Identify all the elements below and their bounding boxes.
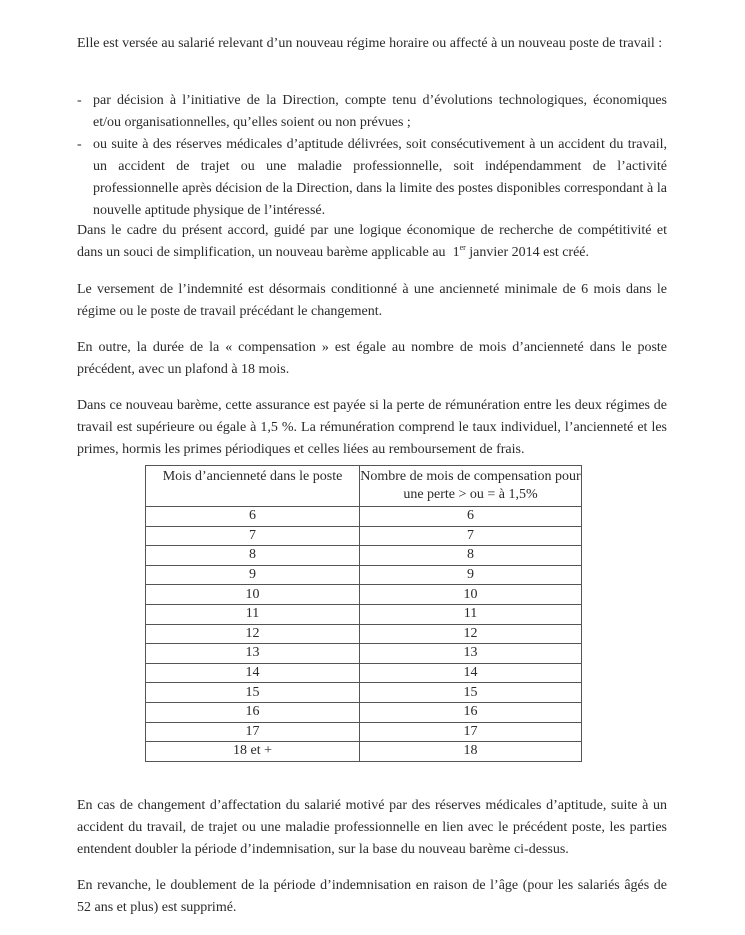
- table-cell: 12: [146, 624, 360, 644]
- table-row: [146, 742, 582, 762]
- table-header-row: [146, 466, 582, 507]
- table-row: [146, 526, 582, 546]
- accord-superscript: er: [459, 243, 466, 252]
- table-cell: 15: [146, 683, 360, 703]
- column-header-compensation: Nombre de mois de compensation pour une perte > ou = à 1,5%: [360, 466, 582, 507]
- table-cell: 17: [360, 722, 582, 742]
- table-cell: 16: [146, 702, 360, 722]
- table-body: [146, 507, 582, 762]
- table-cell: 13: [146, 644, 360, 664]
- list-item-text: par décision à l’initiative de la Direction, compte tenu d’évolutions technologiques, économiques et/ou organisationnelles, qu’elles soient ou non prévues ;: [93, 93, 667, 130]
- table-row: [146, 702, 582, 722]
- table-cell: 6: [146, 507, 360, 527]
- table-cell: 13: [360, 644, 582, 664]
- accord-day: 1: [452, 245, 460, 260]
- table-row: [146, 546, 582, 566]
- table-row: [146, 722, 582, 742]
- bullet-dash: -: [77, 93, 82, 108]
- table-row: [146, 585, 582, 605]
- changement-paragraph: En cas de changement d’affectation du salarié motivé par des réserves médicales d’aptitude, suite à un accident du travail, de trajet ou une maladie professionnelle en lien avec le précédent poste, les parties entendent doubler la période d’indemnisation, sur la base du nouveau barème ci-dessus.: [77, 798, 667, 857]
- accord-paragraph: [77, 220, 667, 264]
- accord-text: Dans le cadre du présent accord, guidé par une logique économique de recherche de compétitivité et dans un souci de simplification, un nouveau barème applicable au: [77, 223, 667, 260]
- table-cell: 9: [360, 565, 582, 585]
- table-cell: 14: [360, 663, 582, 683]
- list-item: [77, 134, 667, 222]
- table-cell: 18 et +: [146, 742, 360, 762]
- table-cell: 12: [360, 624, 582, 644]
- table-row: [146, 644, 582, 664]
- table-row: [146, 663, 582, 683]
- bareme-paragraph: Dans ce nouveau barème, cette assurance est payée si la perte de rémunération entre les deux régimes de travail est supérieure ou égale à 1,5 %. La rémunération comprend le taux individuel, l’ancienneté et les primes, hormis les primes périodiques et celles liées au remboursement de frais.: [77, 398, 667, 457]
- table-row: [146, 565, 582, 585]
- table-cell: 8: [360, 546, 582, 566]
- versement-paragraph: Le versement de l’indemnité est désormais conditionné à une ancienneté minimale de 6 mois dans le régime ou le poste de travail précédant le changement.: [77, 282, 667, 319]
- column-header-anciennete: Mois d’ancienneté dans le poste: [146, 466, 360, 507]
- table-row: [146, 624, 582, 644]
- table-row: [146, 683, 582, 703]
- table-cell: 15: [360, 683, 582, 703]
- table-cell: 11: [360, 604, 582, 624]
- accord-date-text: janvier 2014 est créé.: [469, 245, 590, 260]
- table-cell: 16: [360, 702, 582, 722]
- compensation-table: [145, 465, 582, 762]
- table-cell: 9: [146, 565, 360, 585]
- table-cell: 11: [146, 604, 360, 624]
- conditions-list: [77, 90, 667, 222]
- revanche-paragraph: En revanche, le doublement de la période d’indemnisation en raison de l’âge (pour les salariés âgés de 52 ans et plus) est supprimé.: [77, 878, 667, 915]
- table-cell: 10: [146, 585, 360, 605]
- table-cell: 8: [146, 546, 360, 566]
- bullet-dash: -: [77, 137, 82, 152]
- table-cell: 6: [360, 507, 582, 527]
- list-item-text: ou suite à des réserves médicales d’aptitude délivrées, soit consécutivement à un accident du travail, un accident de trajet ou une maladie professionnelle, soit indépendamment de l’activité professionnelle après décision de la Direction, dans la limite des postes disponibles correspondant à la nouvelle aptitude physique de l’intéressé.: [93, 137, 667, 218]
- table-cell: 10: [360, 585, 582, 605]
- table-cell: 14: [146, 663, 360, 683]
- intro-paragraph: Elle est versée au salarié relevant d’un nouveau régime horaire ou affecté à un nouveau poste de travail :: [77, 36, 663, 51]
- table-row: [146, 507, 582, 527]
- list-item: [77, 90, 667, 134]
- table-cell: 7: [360, 526, 582, 546]
- duree-paragraph: En outre, la durée de la « compensation » est égale au nombre de mois d’ancienneté dans le poste précédent, avec un plafond à 18 mois.: [77, 340, 667, 377]
- table-cell: 17: [146, 722, 360, 742]
- table-cell: 7: [146, 526, 360, 546]
- table-cell: 18: [360, 742, 582, 762]
- table-row: [146, 604, 582, 624]
